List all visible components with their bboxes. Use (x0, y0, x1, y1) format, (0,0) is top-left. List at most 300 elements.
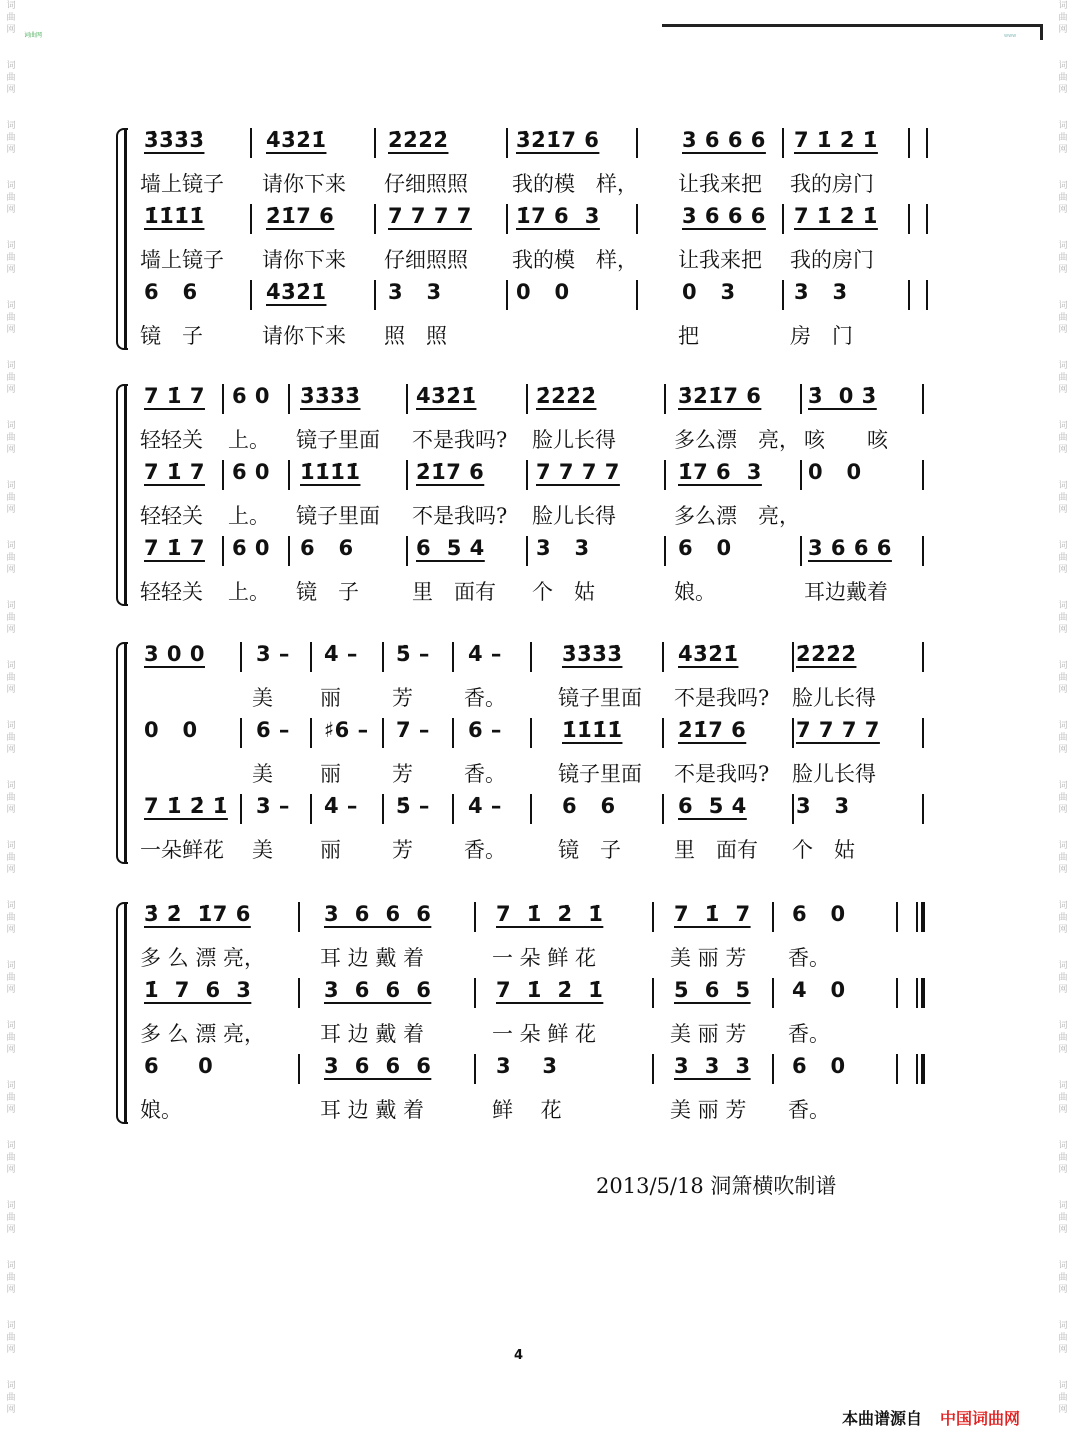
watermark-stack (1056, 1380, 1070, 1416)
watermark-stack (4, 1200, 18, 1236)
watermark-stack (4, 480, 18, 516)
voice-part (116, 204, 936, 280)
watermark-glyph: 网 (6, 1345, 16, 1355)
watermark-glyph: 曲 (6, 373, 16, 383)
measure-lyrics: 上。 (228, 428, 270, 452)
watermark-glyph: 网 (6, 625, 16, 635)
measure-notes: 1̇7 6 3 (678, 460, 762, 484)
measure-lyrics: 镜 子 (296, 580, 359, 604)
measure-notes: 4̇ – (468, 642, 502, 666)
voice-part (116, 718, 936, 794)
measure-lyrics: 鲜 花 (492, 1098, 562, 1122)
watermark-glyph: 词 (6, 361, 16, 371)
watermark-stack (4, 1320, 18, 1356)
measure-lyrics: 请你下来 (262, 172, 346, 196)
watermark-glyph: 曲 (1058, 1093, 1068, 1103)
watermark-stack (1056, 1200, 1070, 1236)
watermark-glyph: 曲 (6, 73, 16, 83)
measure-lyrics: 美 (252, 838, 273, 862)
measure-notes: 0 3 (682, 280, 736, 304)
lyrics-row (140, 424, 930, 454)
corner-tag: www (1004, 33, 1017, 39)
score-system (116, 128, 946, 350)
measure-lyrics: 镜子里面 (296, 428, 380, 452)
measure-lyrics: 香。 (464, 762, 506, 786)
watermark-glyph: 曲 (6, 1333, 16, 1343)
watermark-stack (1056, 540, 1070, 576)
measure-notes: ♯6 – (324, 718, 369, 742)
measure-notes: 7 1̇ 2̇ 1̇ (144, 794, 228, 818)
measure-notes: 3 0 0 (144, 642, 205, 666)
measure-notes: 3̇ 0 3̇ (808, 384, 877, 408)
watermark-glyph: 词 (6, 901, 16, 911)
watermark-glyph: 词 (6, 961, 16, 971)
watermark-glyph: 词 (1058, 181, 1068, 191)
watermark-glyph: 曲 (6, 1213, 16, 1223)
measure-lyrics: 耳 边 戴 着 (320, 1098, 425, 1122)
measure-lyrics: 芳 (392, 838, 413, 862)
watermark-stack (4, 240, 18, 276)
watermark-glyph: 网 (1058, 565, 1068, 575)
watermark-glyph: 曲 (1058, 853, 1068, 863)
watermark-glyph: 网 (1058, 205, 1068, 215)
watermark-stack (1056, 1080, 1070, 1116)
measure-notes: 6 0 (678, 536, 732, 560)
watermark-stack (4, 1380, 18, 1416)
watermark-glyph: 曲 (1058, 313, 1068, 323)
watermark-glyph: 词 (6, 421, 16, 431)
watermark-stack (1056, 60, 1070, 96)
watermark-glyph: 词 (6, 1381, 16, 1391)
score-system (116, 642, 946, 864)
measure-notes: 3 3 (496, 1054, 558, 1078)
watermark-stack (1056, 1140, 1070, 1176)
watermark-glyph: 曲 (1058, 193, 1068, 203)
measure-notes: 6 6 (562, 794, 616, 818)
watermark-stack (1056, 1020, 1070, 1056)
watermark-glyph: 词 (1058, 1021, 1068, 1031)
watermark-glyph: 词 (1058, 361, 1068, 371)
measure-notes: 3 6 6 6 (682, 128, 766, 152)
measure-lyrics: 香。 (788, 1022, 830, 1046)
measure-notes: 3 3 3 (674, 1054, 751, 1078)
watermark-glyph: 词 (1058, 121, 1068, 131)
watermark-glyph: 词 (1058, 301, 1068, 311)
measure-lyrics: 娘。 (140, 1098, 182, 1122)
measure-notes: 1̇1̇1̇1̇ (144, 204, 205, 228)
watermark-glyph: 网 (6, 145, 16, 155)
voice-part (116, 978, 936, 1054)
measure-notes: 2̇1̇7 6 (416, 460, 485, 484)
measure-notes: 6 6 (144, 280, 198, 304)
watermark-glyph: 网 (1058, 85, 1068, 95)
notes-row (144, 384, 934, 420)
watermark-glyph: 词 (6, 661, 16, 671)
watermark-glyph: 网 (1058, 1105, 1068, 1115)
measure-lyrics: 上。 (228, 504, 270, 528)
watermark-glyph: 曲 (1058, 1213, 1068, 1223)
measure-notes: 1̇1̇1̇1̇ (300, 460, 361, 484)
watermark-stack (4, 1140, 18, 1176)
watermark-glyph: 曲 (1058, 733, 1068, 743)
measure-notes: 4 0 (792, 978, 846, 1002)
measure-notes: 3̇3̇3̇3̇ (144, 128, 205, 152)
measure-notes: 4̇3̇2̇1̇ (266, 128, 327, 152)
measure-lyrics: 丽 (320, 686, 341, 710)
measure-lyrics: 美 (252, 686, 273, 710)
lyrics-row (140, 500, 930, 530)
watermark-stack (4, 780, 18, 816)
measure-notes: 4̇ – (468, 794, 502, 818)
left-watermark-column (0, 0, 22, 1456)
measure-notes: 7 7 7 7 (796, 718, 880, 742)
measure-lyrics: 脸儿长得 (792, 762, 876, 786)
watermark-stack (4, 0, 18, 36)
watermark-glyph: 曲 (6, 433, 16, 443)
lyrics-row (140, 1018, 930, 1048)
watermark-glyph: 词 (1058, 661, 1068, 671)
lyrics-row (140, 168, 930, 198)
measure-lyrics: 美 丽 芳 (670, 946, 747, 970)
watermark-glyph: 曲 (1058, 793, 1068, 803)
watermark-glyph: 曲 (6, 13, 16, 23)
watermark-glyph: 曲 (6, 493, 16, 503)
measure-notes: 6 0 (232, 384, 271, 408)
voice-part (116, 794, 936, 870)
measure-notes: 3 6 6 6 (324, 1054, 432, 1078)
measure-notes: 0 0 (808, 460, 862, 484)
measure-notes: 4̇3̇2̇1̇ (678, 642, 739, 666)
watermark-glyph: 网 (1058, 745, 1068, 755)
measure-lyrics: 我的模 样， (512, 172, 638, 196)
watermark-glyph: 网 (6, 325, 16, 335)
measure-notes: 3 3 (536, 536, 590, 560)
watermark-stack (4, 1080, 18, 1116)
watermark-glyph: 网 (6, 565, 16, 575)
watermark-glyph: 词 (1058, 541, 1068, 551)
score-system (116, 384, 946, 606)
measure-lyrics: 轻轻关 (140, 428, 203, 452)
watermark-glyph: 曲 (6, 613, 16, 623)
measure-lyrics: 轻轻关 (140, 504, 203, 528)
measure-lyrics: 不是我吗? (674, 686, 770, 710)
measure-lyrics: 多么漂 亮， (674, 504, 800, 528)
measure-notes: 3 3 (388, 280, 442, 304)
watermark-glyph: 词 (1058, 781, 1068, 791)
notes-row (144, 128, 934, 164)
measure-lyrics: 脸儿长得 (792, 686, 876, 710)
measure-lyrics: 多 么 漂 亮， (140, 946, 266, 970)
measure-notes: 3 3 (796, 794, 850, 818)
watermark-glyph: 网 (1058, 1165, 1068, 1175)
measure-notes: 6 0 (792, 902, 846, 926)
notes-row (144, 642, 934, 678)
watermark-glyph: 词 (6, 781, 16, 791)
watermark-glyph: 网 (6, 265, 16, 275)
measure-notes: 4̇3̇2̇1̇ (266, 280, 327, 304)
measure-lyrics: 让我来把 (678, 248, 762, 272)
watermark-glyph: 词 (6, 601, 16, 611)
lyrics-row (140, 1094, 930, 1124)
score-system (116, 902, 946, 1124)
measure-notes: 3̇2̇1̇7 6 (678, 384, 762, 408)
watermark-stack (4, 420, 18, 456)
watermark-stack (4, 660, 18, 696)
voice-part (116, 1054, 936, 1130)
measure-notes: 7 – (396, 718, 430, 742)
measure-lyrics: 照 照 (384, 324, 447, 348)
measure-lyrics: 仔细照照 (384, 172, 468, 196)
watermark-glyph: 网 (1058, 505, 1068, 515)
watermark-stack (4, 300, 18, 336)
watermark-glyph: 网 (6, 805, 16, 815)
measure-notes: 4̇3̇2̇1̇ (416, 384, 477, 408)
watermark-glyph: 曲 (1058, 1393, 1068, 1403)
measure-notes: 4̇ – (324, 642, 358, 666)
watermark-glyph: 网 (1058, 625, 1068, 635)
watermark-glyph: 词 (6, 721, 16, 731)
watermark-glyph: 网 (6, 385, 16, 395)
watermark-glyph: 词 (1058, 1081, 1068, 1091)
watermark-stack (1056, 420, 1070, 456)
measure-notes: 6 0 (232, 536, 271, 560)
measure-notes: 7 1̇ 2̇ 1̇ (496, 902, 604, 926)
measure-notes: 7 1̇ 7 (144, 384, 205, 408)
watermark-glyph: 词 (1058, 601, 1068, 611)
voice-part (116, 128, 936, 204)
measure-lyrics: 轻轻关 (140, 580, 203, 604)
measure-lyrics: 香。 (464, 838, 506, 862)
lyrics-row (140, 942, 930, 972)
measure-lyrics: 香。 (464, 686, 506, 710)
watermark-stack (4, 540, 18, 576)
measure-notes: 2̇1̇7 6 (678, 718, 747, 742)
measure-lyrics: 墙上镜子 (140, 248, 224, 272)
watermark-glyph: 网 (6, 505, 16, 515)
measure-notes: 3̇3̇3̇3̇ (562, 642, 623, 666)
watermark-glyph: 词 (6, 1, 16, 11)
watermark-glyph: 网 (6, 1045, 16, 1055)
watermark-glyph: 网 (6, 985, 16, 995)
site-logo: 词曲网 (24, 32, 43, 39)
watermark-glyph: 词 (1058, 901, 1068, 911)
footer-source[interactable] (842, 1406, 1020, 1429)
watermark-glyph: 曲 (1058, 613, 1068, 623)
watermark-glyph: 网 (6, 85, 16, 95)
watermark-glyph: 网 (1058, 265, 1068, 275)
watermark-stack (4, 840, 18, 876)
watermark-glyph: 词 (6, 121, 16, 131)
watermark-stack (4, 360, 18, 396)
measure-lyrics: 请你下来 (262, 324, 346, 348)
measure-lyrics: 不是我吗? (412, 504, 508, 528)
measure-lyrics: 芳 (392, 762, 413, 786)
lyrics-row (140, 244, 930, 274)
measure-lyrics: 耳边戴着 (804, 580, 888, 604)
measure-notes: 3 6 6 6 (808, 536, 892, 560)
watermark-glyph: 曲 (6, 133, 16, 143)
watermark-glyph: 曲 (6, 193, 16, 203)
measure-notes: 7 1̇ 2̇ 1̇ (794, 204, 878, 228)
measure-notes: 6 – (256, 718, 290, 742)
measure-lyrics: 香。 (788, 946, 830, 970)
measure-notes: 6 5 4 (678, 794, 747, 818)
watermark-stack (4, 180, 18, 216)
watermark-glyph: 网 (1058, 445, 1068, 455)
watermark-stack (1056, 1260, 1070, 1296)
watermark-stack (4, 600, 18, 636)
measure-lyrics: 里 面有 (412, 580, 496, 604)
measure-notes: 0 0 (516, 280, 570, 304)
measure-lyrics: 美 丽 芳 (670, 1022, 747, 1046)
measure-lyrics: 丽 (320, 762, 341, 786)
watermark-glyph: 网 (1058, 685, 1068, 695)
watermark-glyph: 网 (1058, 1225, 1068, 1235)
watermark-stack (1056, 120, 1070, 156)
watermark-glyph: 词 (6, 541, 16, 551)
watermark-glyph: 曲 (1058, 373, 1068, 383)
watermark-glyph: 词 (6, 1321, 16, 1331)
watermark-glyph: 词 (1058, 1, 1068, 11)
watermark-glyph: 曲 (6, 313, 16, 323)
watermark-glyph: 词 (1058, 1201, 1068, 1211)
watermark-glyph: 网 (1058, 1045, 1068, 1055)
measure-lyrics: 咳 咳 (804, 428, 888, 452)
watermark-glyph: 曲 (1058, 913, 1068, 923)
lyrics-row (140, 758, 930, 788)
measure-lyrics: 美 丽 芳 (670, 1098, 747, 1122)
watermark-stack (1056, 600, 1070, 636)
watermark-stack (1056, 240, 1070, 276)
watermark-glyph: 词 (6, 1201, 16, 1211)
measure-notes: 5 6 5 (674, 978, 751, 1002)
measure-lyrics: 脸儿长得 (532, 428, 616, 452)
measure-lyrics: 墙上镜子 (140, 172, 224, 196)
measure-notes: 7 1̇ 2̇ 1̇ (794, 128, 878, 152)
notes-row (144, 718, 934, 754)
measure-notes: 3 6 6 6 (324, 902, 432, 926)
measure-notes: 7 1̇ 2̇ 1̇ (496, 978, 604, 1002)
watermark-glyph: 网 (1058, 325, 1068, 335)
measure-lyrics: 美 (252, 762, 273, 786)
watermark-stack (4, 720, 18, 756)
watermark-stack (1056, 0, 1070, 36)
page-number: 4 (514, 1348, 524, 1363)
measure-notes: 2̇2̇2̇2̇ (536, 384, 597, 408)
measure-notes: 5̇ – (396, 794, 430, 818)
watermark-glyph: 网 (1058, 145, 1068, 155)
lyrics-row (140, 682, 930, 712)
measure-lyrics: 一朵鲜花 (140, 838, 224, 862)
measure-notes: 1̇ 7 6 3 (144, 978, 252, 1002)
right-watermark-column (1052, 0, 1074, 1456)
measure-notes: 1̇7 6 3 (516, 204, 600, 228)
watermark-glyph: 词 (1058, 1141, 1068, 1151)
measure-notes: 2̇2̇2̇2̇ (388, 128, 449, 152)
measure-lyrics: 把 (678, 324, 699, 348)
watermark-stack (1056, 480, 1070, 516)
watermark-glyph: 曲 (6, 853, 16, 863)
watermark-glyph: 曲 (6, 1153, 16, 1163)
measure-notes: 7 1̇ 7 (674, 902, 751, 926)
voice-part (116, 902, 936, 978)
watermark-glyph: 曲 (1058, 973, 1068, 983)
watermark-glyph: 词 (6, 181, 16, 191)
footer-source-label: 本曲谱源自 (842, 1409, 923, 1428)
measure-notes: 2̇1̇7 6 (266, 204, 335, 228)
watermark-glyph: 曲 (6, 913, 16, 923)
measure-lyrics: 一 朵 鲜 花 (492, 946, 597, 970)
watermark-glyph: 网 (1058, 1345, 1068, 1355)
measure-lyrics: 上。 (228, 580, 270, 604)
watermark-glyph: 网 (6, 925, 16, 935)
top-rule (662, 24, 1040, 27)
measure-notes: 4̇ – (324, 794, 358, 818)
measure-lyrics: 镜子里面 (296, 504, 380, 528)
lyrics-row (140, 834, 930, 864)
watermark-glyph: 曲 (6, 973, 16, 983)
watermark-glyph: 网 (1058, 1285, 1068, 1295)
notes-row (144, 204, 934, 240)
watermark-glyph: 词 (1058, 61, 1068, 71)
lyrics-row (140, 576, 930, 606)
notes-row (144, 794, 934, 830)
measure-notes: 5̇ – (396, 642, 430, 666)
measure-lyrics: 丽 (320, 838, 341, 862)
watermark-glyph: 词 (1058, 841, 1068, 851)
measure-lyrics: 耳 边 戴 着 (320, 1022, 425, 1046)
watermark-glyph: 曲 (1058, 73, 1068, 83)
watermark-glyph: 网 (1058, 805, 1068, 815)
watermark-glyph: 网 (6, 205, 16, 215)
watermark-glyph: 词 (1058, 1381, 1068, 1391)
watermark-glyph: 曲 (1058, 553, 1068, 563)
measure-notes: 6 5 4 (416, 536, 485, 560)
notes-row (144, 280, 934, 316)
watermark-glyph: 曲 (6, 1093, 16, 1103)
measure-lyrics: 请你下来 (262, 248, 346, 272)
measure-notes: 3 – (256, 794, 290, 818)
measure-lyrics: 多 么 漂 亮， (140, 1022, 266, 1046)
watermark-glyph: 词 (6, 1261, 16, 1271)
voice-part (116, 280, 936, 356)
measure-lyrics: 房 门 (790, 324, 853, 348)
measure-lyrics: 耳 边 戴 着 (320, 946, 425, 970)
watermark-glyph: 曲 (1058, 433, 1068, 443)
watermark-glyph: 词 (1058, 961, 1068, 971)
watermark-glyph: 曲 (6, 1273, 16, 1283)
watermark-glyph: 曲 (1058, 493, 1068, 503)
measure-lyrics: 个 姑 (532, 580, 595, 604)
measure-lyrics: 香。 (788, 1098, 830, 1122)
measure-notes: 7 1̇ 7 (144, 536, 205, 560)
watermark-glyph: 词 (6, 61, 16, 71)
watermark-glyph: 曲 (1058, 133, 1068, 143)
measure-lyrics: 不是我吗? (412, 428, 508, 452)
measure-notes: 0 0 (144, 718, 198, 742)
measure-lyrics: 不是我吗? (674, 762, 770, 786)
watermark-glyph: 词 (6, 1141, 16, 1151)
measure-notes: 3 6 6 6 (682, 204, 766, 228)
measure-lyrics: 个 姑 (792, 838, 855, 862)
watermark-glyph: 曲 (1058, 1273, 1068, 1283)
footer-brand-link[interactable]: 中国词曲网 (940, 1409, 1021, 1428)
watermark-glyph: 词 (6, 241, 16, 251)
voice-part (116, 536, 936, 612)
watermark-stack (1056, 660, 1070, 696)
measure-notes: 3 – (256, 642, 290, 666)
measure-notes: 3 6 6 6 (324, 978, 432, 1002)
